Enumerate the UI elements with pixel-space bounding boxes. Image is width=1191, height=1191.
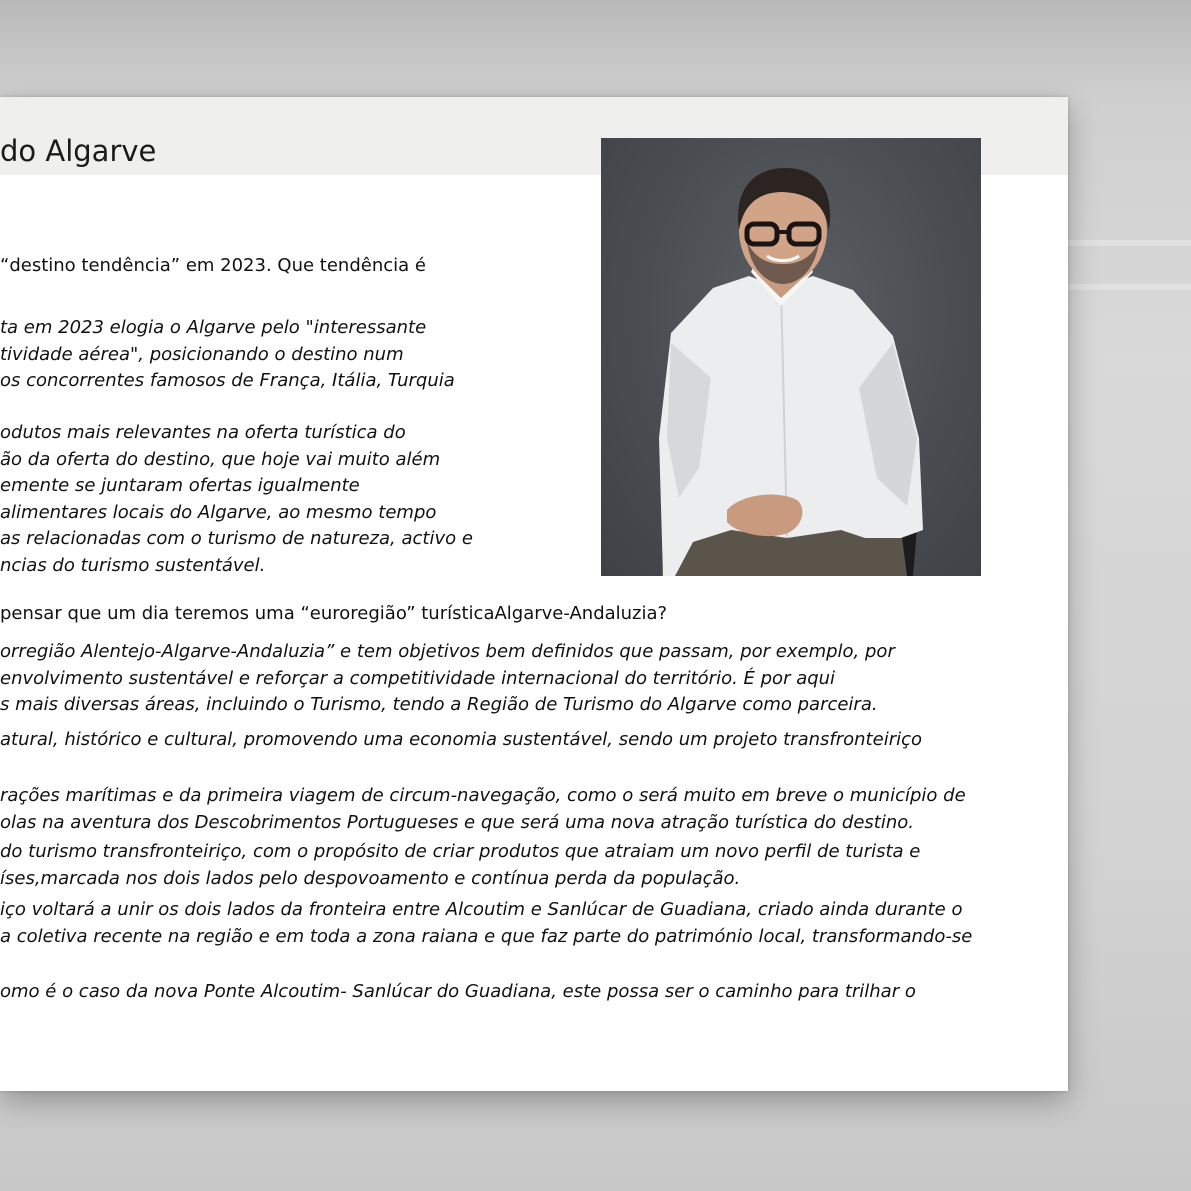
text-line: olas na aventura dos Descobrimentos Portugueses e que será uma nova atração turística do destino. xyxy=(0,811,914,833)
text-line: rações marítimas e da primeira viagem de circum-navegação, como o será muito em breve o município de xyxy=(0,785,966,806)
text-line: atural, histórico e cultural, promovendo uma economia sustentável, sendo um projeto transfronteiriço xyxy=(0,729,922,750)
answer-paragraph-8 xyxy=(0,979,916,1006)
answer-paragraph-2 xyxy=(0,420,473,579)
text-line: omo é o caso da nova Ponte Alcoutim- Sanlúcar do Guadiana, este possa ser o caminho para trilhar o xyxy=(0,981,916,1002)
page-title: do Algarve xyxy=(0,134,157,168)
text-line: iço voltará a unir os dois lados da fronteira entre Alcoutim e Sanlúcar de Guadiana, criado ainda durante o xyxy=(0,899,963,920)
text-line: alimentares locais do Algarve, ao mesmo tempo xyxy=(0,501,437,523)
text-line: do turismo transfronteiriço, com o propósito de criar produtos que atraiam um novo perfil de turista e xyxy=(0,841,921,862)
answer-paragraph-1 xyxy=(0,315,455,395)
text-line: íses,marcada nos dois lados pelo despovoamento e contínua perda da população. xyxy=(0,867,741,889)
interview-question-1: “destino tendência” em 2023. Que tendência é xyxy=(0,255,426,276)
portrait-photo xyxy=(601,138,981,576)
answer-paragraph-3 xyxy=(0,639,895,719)
background-stripe xyxy=(1060,240,1191,246)
text-line: odutos mais relevantes na oferta turística do xyxy=(0,422,406,443)
text-line: ão da oferta do destino, que hoje vai muito além xyxy=(0,448,441,470)
document-page xyxy=(0,97,1068,1091)
answer-paragraph-7 xyxy=(0,897,972,950)
answer-paragraph-4 xyxy=(0,727,922,754)
text-line: as relacionadas com o turismo de natureza, activo e xyxy=(0,528,473,549)
text-line: os concorrentes famosos de França, Itália, Turquia xyxy=(0,370,455,391)
text-line: ta em 2023 elogia o Algarve pelo "interessante xyxy=(0,317,427,338)
text-line: a coletiva recente na região e em toda a zona raiana e que faz parte do património local, transformando-se xyxy=(0,925,973,947)
interview-question-2: pensar que um dia teremos uma “euroregião” turísticaAlgarve-Andaluzia? xyxy=(0,603,668,624)
text-line: tividade aérea", posicionando o destino num xyxy=(0,343,404,365)
answer-paragraph-6 xyxy=(0,839,920,892)
text-line: ncias do turismo sustentável. xyxy=(0,554,266,576)
text-line: envolvimento sustentável e reforçar a competitividade internacional do território. É por aqui xyxy=(0,667,836,689)
text-line: orregião Alentejo-Algarve-Andaluzia” e tem objetivos bem definidos que passam, por exemplo, por xyxy=(0,641,895,662)
text-line: emente se juntaram ofertas igualmente xyxy=(0,475,360,496)
text-line: s mais diversas áreas, incluindo o Turismo, tendo a Região de Turismo do Algarve como parceira. xyxy=(0,694,878,715)
answer-paragraph-5 xyxy=(0,783,966,836)
portrait-illustration xyxy=(601,138,981,576)
background-stripe xyxy=(1060,284,1191,290)
